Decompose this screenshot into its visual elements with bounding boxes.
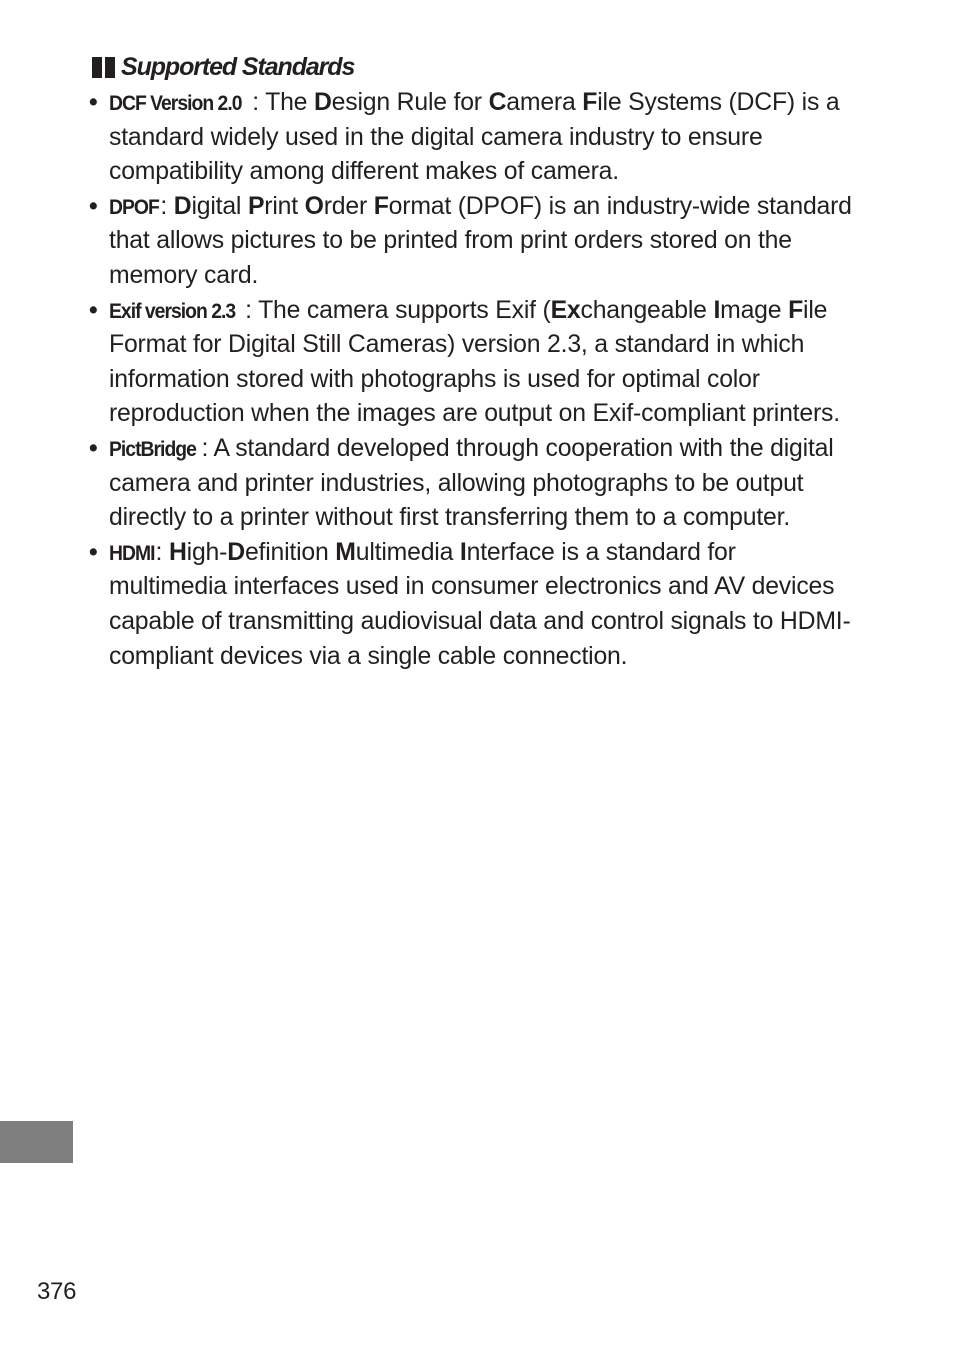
list-item	[88, 294, 858, 432]
list-item	[88, 432, 858, 536]
list-item	[88, 86, 858, 190]
bullet-icon: •	[89, 434, 98, 462]
term-label: HDMI	[109, 540, 155, 565]
item-description: : The camera supports Exif (Exchangeable Image File Format for Digital Still Cameras) version 2.3, a standard in which information stored with photographs is used for optimal color reproduction when the images are output on Exif-compliant printers.	[109, 296, 840, 428]
list-item	[88, 536, 858, 674]
item-description: : Digital Print Order Format (DPOF) is an industry-wide standard that allows pictures to be printed from print orders stored on the memory card.	[109, 192, 852, 289]
term-label: DPOF	[109, 194, 159, 219]
bullet-icon: •	[89, 89, 98, 116]
term-label: DCF Version 2.0	[109, 91, 242, 115]
item-description: : A standard developed through cooperation with the digital camera and printer industries, allowing photographs to be output directly to a printer without first transferring them to a computer.	[109, 434, 834, 532]
item-description: : High-Definition Multimedia Interface is a standard for multimedia interfaces used in consumer electronics and AV devices capable of transmitting audiovisual data and control signals to HDMI-compliant devices via a single cable connection.	[109, 538, 851, 670]
item-description: : The Design Rule for Camera File Systems (DCF) is a standard widely used in the digital camera industry to ensure compatibility among different makes of camera.	[109, 89, 840, 186]
bullet-icon: •	[89, 192, 98, 220]
section-title: Supported Standards	[121, 52, 355, 81]
list-item	[88, 190, 858, 294]
bullet-icon: •	[89, 538, 98, 566]
term-label: PictBridge	[109, 436, 196, 461]
section-heading	[92, 47, 354, 87]
chapter-tab	[0, 1121, 73, 1163]
page-number: 376	[37, 1278, 77, 1305]
section-marker-icon	[92, 57, 115, 78]
standards-list	[88, 86, 858, 674]
bullet-icon: •	[89, 296, 98, 324]
term-label: Exif version 2.3	[109, 298, 236, 323]
